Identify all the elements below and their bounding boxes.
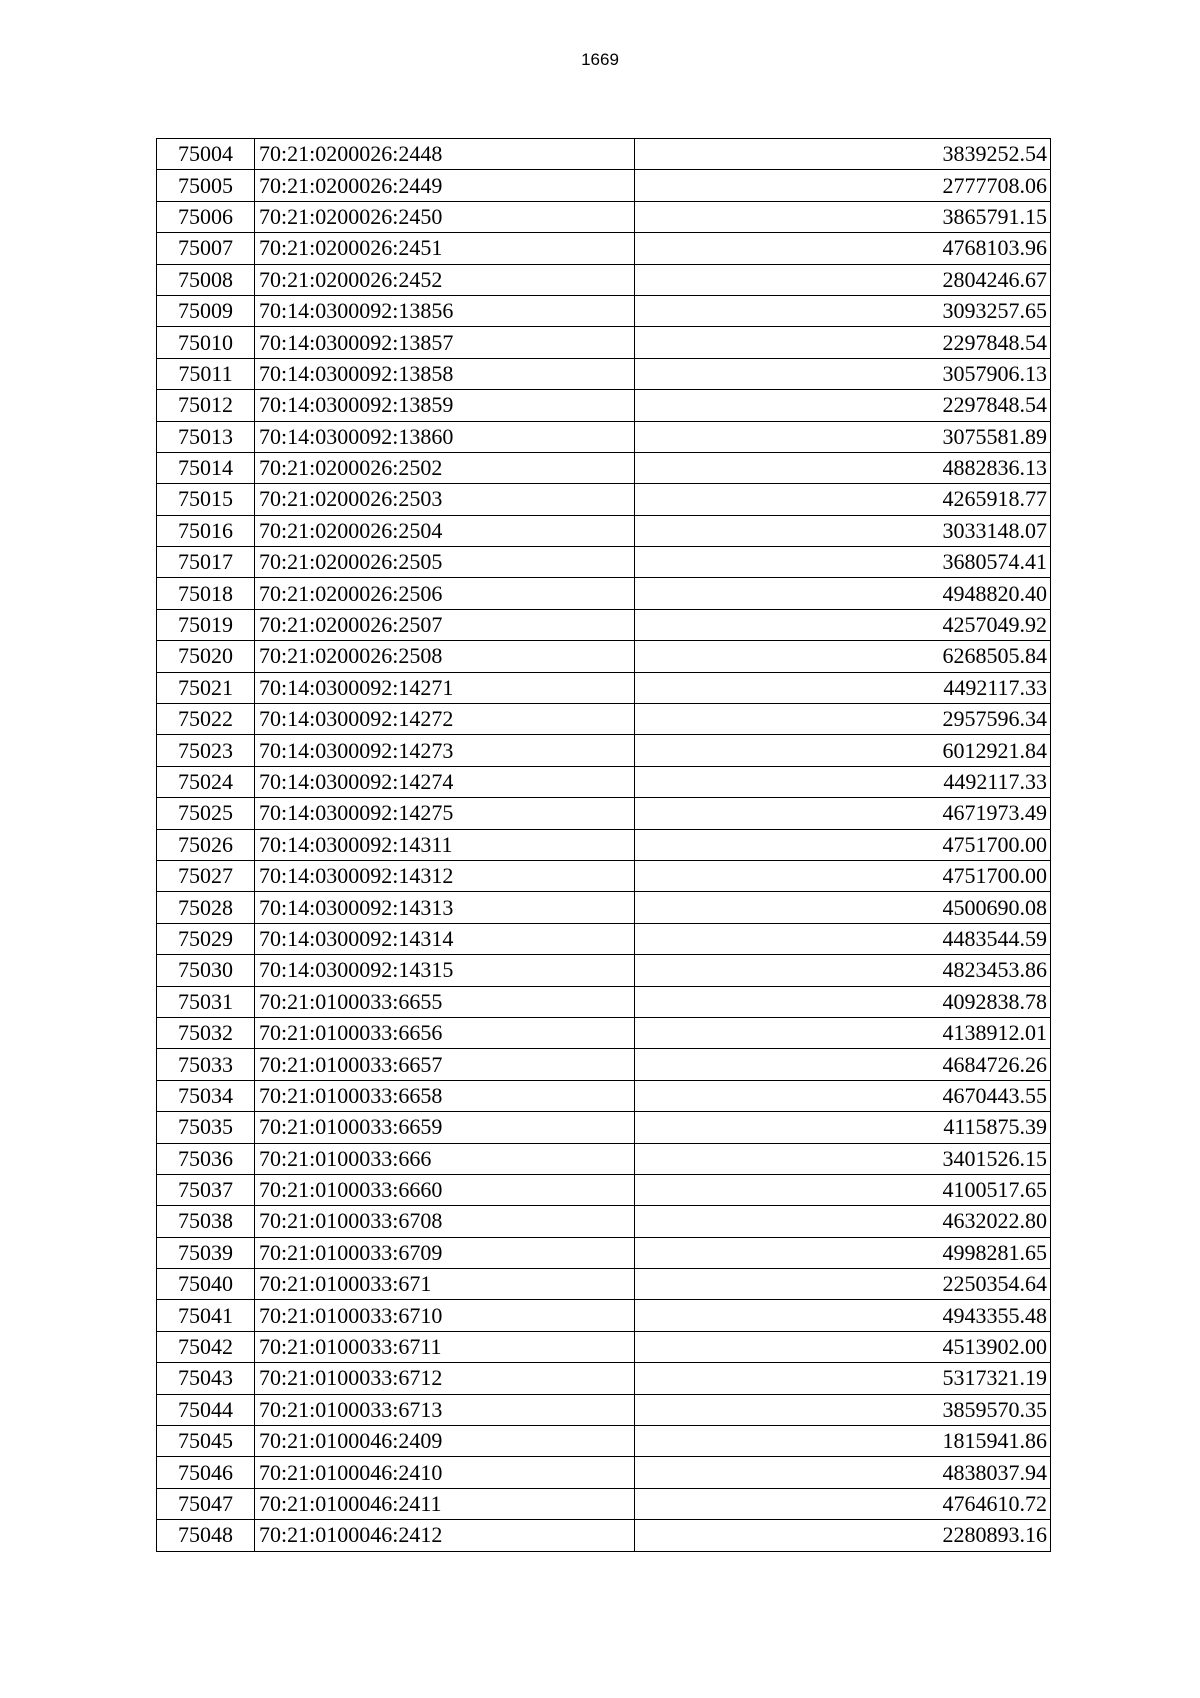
table-row xyxy=(157,264,1051,295)
table-row xyxy=(157,452,1051,483)
cadastral-value-cell: 4684726.26 xyxy=(635,1049,1051,1080)
table-row xyxy=(157,1331,1051,1362)
cadastral-number-cell: 70:21:0100033:671 xyxy=(255,1269,635,1300)
cadastral-number-cell: 70:21:0200026:2448 xyxy=(255,139,635,170)
cadastral-number-cell: 70:21:0200026:2508 xyxy=(255,641,635,672)
row-number-cell: 75019 xyxy=(157,609,255,640)
cadastral-number-cell: 70:14:0300092:14313 xyxy=(255,892,635,923)
cadastral-value-cell: 4751700.00 xyxy=(635,860,1051,891)
row-number-cell: 75025 xyxy=(157,798,255,829)
cadastral-number-cell: 70:14:0300092:13857 xyxy=(255,327,635,358)
row-number-cell: 75015 xyxy=(157,484,255,515)
table-row xyxy=(157,986,1051,1017)
row-number-cell: 75017 xyxy=(157,547,255,578)
cadastral-value-cell: 3057906.13 xyxy=(635,358,1051,389)
cadastral-number-cell: 70:21:0100033:6660 xyxy=(255,1174,635,1205)
row-number-cell: 75021 xyxy=(157,672,255,703)
cadastral-number-cell: 70:21:0100046:2412 xyxy=(255,1520,635,1551)
cadastral-number-cell: 70:14:0300092:13860 xyxy=(255,421,635,452)
table-row xyxy=(157,1206,1051,1237)
row-number-cell: 75016 xyxy=(157,515,255,546)
cadastral-number-cell: 70:14:0300092:14273 xyxy=(255,735,635,766)
table-row xyxy=(157,923,1051,954)
cadastral-value-cell: 4138912.01 xyxy=(635,1017,1051,1048)
cadastral-number-cell: 70:21:0100046:2411 xyxy=(255,1488,635,1519)
row-number-cell: 75010 xyxy=(157,327,255,358)
table-body xyxy=(157,139,1051,1552)
row-number-cell: 75041 xyxy=(157,1300,255,1331)
cadastral-number-cell: 70:14:0300092:14312 xyxy=(255,860,635,891)
table-row xyxy=(157,1080,1051,1111)
row-number-cell: 75011 xyxy=(157,358,255,389)
row-number-cell: 75004 xyxy=(157,139,255,170)
row-number-cell: 75012 xyxy=(157,390,255,421)
table-row xyxy=(157,1426,1051,1457)
cadastral-number-cell: 70:14:0300092:13858 xyxy=(255,358,635,389)
row-number-cell: 75040 xyxy=(157,1269,255,1300)
cadastral-value-cell: 3859570.35 xyxy=(635,1394,1051,1425)
cadastral-number-cell: 70:21:0200026:2449 xyxy=(255,170,635,201)
cadastral-value-cell: 3401526.15 xyxy=(635,1143,1051,1174)
cadastral-number-cell: 70:21:0100033:6655 xyxy=(255,986,635,1017)
cadastral-value-table xyxy=(156,138,1051,1552)
cadastral-number-cell: 70:21:0200026:2450 xyxy=(255,201,635,232)
cadastral-number-cell: 70:21:0100033:6708 xyxy=(255,1206,635,1237)
cadastral-value-cell: 4768103.96 xyxy=(635,233,1051,264)
table-row xyxy=(157,390,1051,421)
cadastral-value-cell: 3093257.65 xyxy=(635,295,1051,326)
cadastral-value-cell: 3680574.41 xyxy=(635,547,1051,578)
row-number-cell: 75032 xyxy=(157,1017,255,1048)
cadastral-number-cell: 70:21:0100046:2409 xyxy=(255,1426,635,1457)
table-row xyxy=(157,1017,1051,1048)
cadastral-number-cell: 70:21:0100033:6659 xyxy=(255,1112,635,1143)
cadastral-number-cell: 70:21:0200026:2451 xyxy=(255,233,635,264)
cadastral-value-cell: 1815941.86 xyxy=(635,1426,1051,1457)
row-number-cell: 75035 xyxy=(157,1112,255,1143)
cadastral-value-cell: 3865791.15 xyxy=(635,201,1051,232)
row-number-cell: 75038 xyxy=(157,1206,255,1237)
table-row xyxy=(157,609,1051,640)
cadastral-value-cell: 2297848.54 xyxy=(635,390,1051,421)
cadastral-number-cell: 70:21:0100033:6657 xyxy=(255,1049,635,1080)
cadastral-number-cell: 70:21:0100033:6711 xyxy=(255,1331,635,1362)
row-number-cell: 75030 xyxy=(157,955,255,986)
row-number-cell: 75009 xyxy=(157,295,255,326)
cadastral-number-cell: 70:14:0300092:14275 xyxy=(255,798,635,829)
row-number-cell: 75023 xyxy=(157,735,255,766)
cadastral-value-cell: 4823453.86 xyxy=(635,955,1051,986)
table-row xyxy=(157,955,1051,986)
cadastral-value-cell: 4671973.49 xyxy=(635,798,1051,829)
cadastral-value-cell: 2804246.67 xyxy=(635,264,1051,295)
cadastral-value-cell: 4265918.77 xyxy=(635,484,1051,515)
cadastral-number-cell: 70:14:0300092:14272 xyxy=(255,704,635,735)
table-row xyxy=(157,295,1051,326)
table-row xyxy=(157,578,1051,609)
row-number-cell: 75036 xyxy=(157,1143,255,1174)
cadastral-number-cell: 70:21:0100046:2410 xyxy=(255,1457,635,1488)
cadastral-value-cell: 3033148.07 xyxy=(635,515,1051,546)
table-row xyxy=(157,1112,1051,1143)
cadastral-number-cell: 70:21:0200026:2502 xyxy=(255,452,635,483)
table-row xyxy=(157,139,1051,170)
table-row xyxy=(157,892,1051,923)
table-row xyxy=(157,1300,1051,1331)
table-row xyxy=(157,1143,1051,1174)
cadastral-value-cell: 3075581.89 xyxy=(635,421,1051,452)
cadastral-value-cell: 6268505.84 xyxy=(635,641,1051,672)
cadastral-number-cell: 70:21:0100033:6658 xyxy=(255,1080,635,1111)
cadastral-value-cell: 2957596.34 xyxy=(635,704,1051,735)
table-row xyxy=(157,170,1051,201)
row-number-cell: 75014 xyxy=(157,452,255,483)
cadastral-number-cell: 70:14:0300092:13856 xyxy=(255,295,635,326)
cadastral-value-cell: 4483544.59 xyxy=(635,923,1051,954)
row-number-cell: 75024 xyxy=(157,766,255,797)
row-number-cell: 75029 xyxy=(157,923,255,954)
table-row xyxy=(157,829,1051,860)
cadastral-number-cell: 70:21:0100033:6656 xyxy=(255,1017,635,1048)
cadastral-value-cell: 4764610.72 xyxy=(635,1488,1051,1519)
cadastral-value-cell: 4257049.92 xyxy=(635,609,1051,640)
row-number-cell: 75043 xyxy=(157,1363,255,1394)
cadastral-number-cell: 70:21:0100033:6713 xyxy=(255,1394,635,1425)
table-row xyxy=(157,766,1051,797)
cadastral-value-cell: 4632022.80 xyxy=(635,1206,1051,1237)
table-row xyxy=(157,672,1051,703)
row-number-cell: 75039 xyxy=(157,1237,255,1268)
cadastral-value-cell: 4751700.00 xyxy=(635,829,1051,860)
cadastral-number-cell: 70:14:0300092:14314 xyxy=(255,923,635,954)
table-row xyxy=(157,798,1051,829)
page-number: 1669 xyxy=(581,50,619,69)
row-number-cell: 75045 xyxy=(157,1426,255,1457)
table-row xyxy=(157,1363,1051,1394)
table-row xyxy=(157,1049,1051,1080)
cadastral-value-cell: 4998281.65 xyxy=(635,1237,1051,1268)
cadastral-number-cell: 70:21:0200026:2505 xyxy=(255,547,635,578)
cadastral-value-cell: 4948820.40 xyxy=(635,578,1051,609)
cadastral-value-cell: 4115875.39 xyxy=(635,1112,1051,1143)
row-number-cell: 75007 xyxy=(157,233,255,264)
cadastral-value-cell: 5317321.19 xyxy=(635,1363,1051,1394)
cadastral-number-cell: 70:21:0100033:6712 xyxy=(255,1363,635,1394)
cadastral-value-cell: 2777708.06 xyxy=(635,170,1051,201)
row-number-cell: 75005 xyxy=(157,170,255,201)
row-number-cell: 75027 xyxy=(157,860,255,891)
row-number-cell: 75008 xyxy=(157,264,255,295)
cadastral-value-cell: 4492117.33 xyxy=(635,672,1051,703)
cadastral-number-cell: 70:21:0100033:666 xyxy=(255,1143,635,1174)
cadastral-value-cell: 4882836.13 xyxy=(635,452,1051,483)
cadastral-number-cell: 70:14:0300092:14274 xyxy=(255,766,635,797)
cadastral-number-cell: 70:14:0300092:14271 xyxy=(255,672,635,703)
table-row xyxy=(157,860,1051,891)
row-number-cell: 75026 xyxy=(157,829,255,860)
table-row xyxy=(157,484,1051,515)
table-row xyxy=(157,327,1051,358)
table-row xyxy=(157,1520,1051,1551)
table-row xyxy=(157,704,1051,735)
table-row xyxy=(157,1237,1051,1268)
cadastral-number-cell: 70:14:0300092:14311 xyxy=(255,829,635,860)
cadastral-number-cell: 70:21:0200026:2504 xyxy=(255,515,635,546)
cadastral-value-cell: 6012921.84 xyxy=(635,735,1051,766)
cadastral-number-cell: 70:21:0100033:6710 xyxy=(255,1300,635,1331)
row-number-cell: 75031 xyxy=(157,986,255,1017)
row-number-cell: 75044 xyxy=(157,1394,255,1425)
cadastral-value-cell: 4492117.33 xyxy=(635,766,1051,797)
cadastral-number-cell: 70:21:0200026:2452 xyxy=(255,264,635,295)
row-number-cell: 75022 xyxy=(157,704,255,735)
cadastral-number-cell: 70:21:0200026:2503 xyxy=(255,484,635,515)
cadastral-number-cell: 70:14:0300092:14315 xyxy=(255,955,635,986)
cadastral-value-cell: 4500690.08 xyxy=(635,892,1051,923)
row-number-cell: 75048 xyxy=(157,1520,255,1551)
row-number-cell: 75028 xyxy=(157,892,255,923)
cadastral-number-cell: 70:21:0100033:6709 xyxy=(255,1237,635,1268)
cadastral-value-cell: 2250354.64 xyxy=(635,1269,1051,1300)
table-row xyxy=(157,735,1051,766)
cadastral-number-cell: 70:21:0200026:2507 xyxy=(255,609,635,640)
row-number-cell: 75034 xyxy=(157,1080,255,1111)
cadastral-value-cell: 4670443.55 xyxy=(635,1080,1051,1111)
row-number-cell: 75046 xyxy=(157,1457,255,1488)
cadastral-number-cell: 70:21:0200026:2506 xyxy=(255,578,635,609)
row-number-cell: 75042 xyxy=(157,1331,255,1362)
row-number-cell: 75018 xyxy=(157,578,255,609)
table-row xyxy=(157,1457,1051,1488)
cadastral-value-cell: 4943355.48 xyxy=(635,1300,1051,1331)
cadastral-value-cell: 4838037.94 xyxy=(635,1457,1051,1488)
cadastral-value-cell: 4513902.00 xyxy=(635,1331,1051,1362)
row-number-cell: 75020 xyxy=(157,641,255,672)
table-row xyxy=(157,1488,1051,1519)
cadastral-value-cell: 4100517.65 xyxy=(635,1174,1051,1205)
cadastral-value-cell: 4092838.78 xyxy=(635,986,1051,1017)
cadastral-value-cell: 3839252.54 xyxy=(635,139,1051,170)
row-number-cell: 75006 xyxy=(157,201,255,232)
table-row xyxy=(157,233,1051,264)
cadastral-number-cell: 70:14:0300092:13859 xyxy=(255,390,635,421)
row-number-cell: 75037 xyxy=(157,1174,255,1205)
row-number-cell: 75047 xyxy=(157,1488,255,1519)
table-row xyxy=(157,358,1051,389)
cadastral-value-cell: 2297848.54 xyxy=(635,327,1051,358)
table-row xyxy=(157,1269,1051,1300)
table-row xyxy=(157,201,1051,232)
table-row xyxy=(157,1394,1051,1425)
table-row xyxy=(157,421,1051,452)
table-row xyxy=(157,547,1051,578)
row-number-cell: 75033 xyxy=(157,1049,255,1080)
table-row xyxy=(157,515,1051,546)
cadastral-value-cell: 2280893.16 xyxy=(635,1520,1051,1551)
row-number-cell: 75013 xyxy=(157,421,255,452)
table-row xyxy=(157,641,1051,672)
table-row xyxy=(157,1174,1051,1205)
